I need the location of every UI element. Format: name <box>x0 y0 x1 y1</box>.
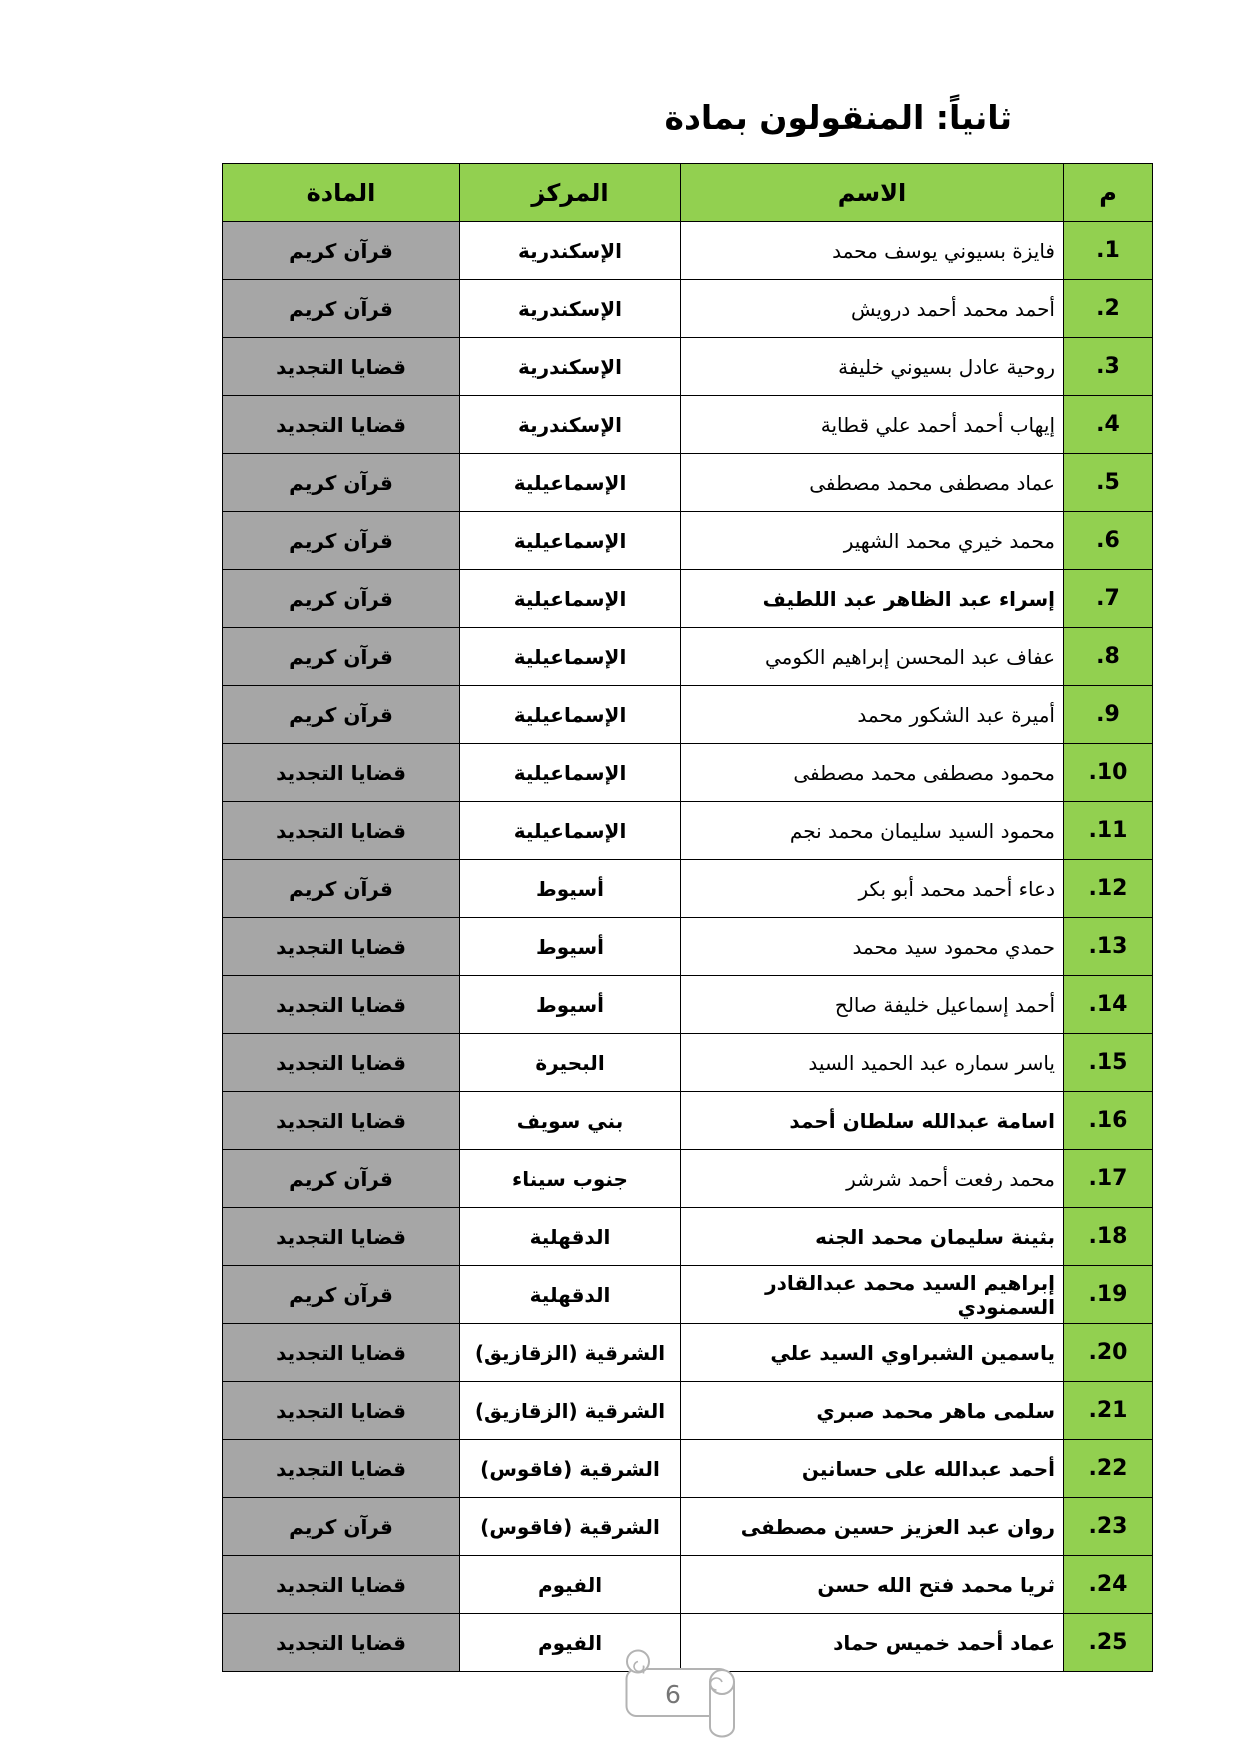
header-center: المركز <box>460 164 681 222</box>
table-row <box>223 1440 1153 1498</box>
table-row <box>223 860 1153 918</box>
table-row <box>223 1092 1153 1150</box>
cell-center: الإسماعيلية <box>460 570 681 628</box>
table-row <box>223 512 1153 570</box>
cell-name: إسراء عبد الظاهر عبد اللطيف <box>681 570 1064 628</box>
cell-name: عماد أحمد خميس حماد <box>681 1614 1064 1672</box>
page-number: 6 <box>665 1680 681 1709</box>
cell-subject: قرآن كريم <box>223 1150 460 1208</box>
table-row <box>223 686 1153 744</box>
cell-subject: قضايا التجديد <box>223 338 460 396</box>
cell-subject: قضايا التجديد <box>223 1382 460 1440</box>
cell-center: الفيوم <box>460 1614 681 1672</box>
cell-subject: قضايا التجديد <box>223 918 460 976</box>
cell-center: الشرقية (الزقازيق) <box>460 1324 681 1382</box>
cell-num: 5. <box>1064 454 1153 512</box>
cell-name: بثينة سليمان محمد الجنه <box>681 1208 1064 1266</box>
cell-subject: قرآن كريم <box>223 628 460 686</box>
table-row <box>223 280 1153 338</box>
cell-subject: قرآن كريم <box>223 280 460 338</box>
table-row <box>223 396 1153 454</box>
cell-subject: قضايا التجديد <box>223 744 460 802</box>
header-name: الاسم <box>681 164 1064 222</box>
cell-center: أسيوط <box>460 918 681 976</box>
cell-center: الإسماعيلية <box>460 454 681 512</box>
table-row <box>223 628 1153 686</box>
cell-num: 24. <box>1064 1556 1153 1614</box>
cell-center: الإسكندرية <box>460 396 681 454</box>
cell-subject: قضايا التجديد <box>223 1092 460 1150</box>
table-row <box>223 1150 1153 1208</box>
cell-center: الشرقية (فاقوس) <box>460 1440 681 1498</box>
cell-num: 17. <box>1064 1150 1153 1208</box>
cell-num: 6. <box>1064 512 1153 570</box>
cell-name: عماد مصطفى محمد مصطفى <box>681 454 1064 512</box>
table-row <box>223 1266 1153 1324</box>
table-row <box>223 976 1153 1034</box>
cell-num: 14. <box>1064 976 1153 1034</box>
cell-subject: قرآن كريم <box>223 1266 460 1324</box>
table-row <box>223 338 1153 396</box>
table-row <box>223 918 1153 976</box>
cell-subject: قضايا التجديد <box>223 1034 460 1092</box>
header-subject: المادة <box>223 164 460 222</box>
table-row <box>223 744 1153 802</box>
cell-num: 23. <box>1064 1498 1153 1556</box>
cell-num: 19. <box>1064 1266 1153 1324</box>
table-row <box>223 222 1153 280</box>
cell-center: جنوب سيناء <box>460 1150 681 1208</box>
cell-center: الإسماعيلية <box>460 802 681 860</box>
cell-name: فايزة بسيوني يوسف محمد <box>681 222 1064 280</box>
table-row <box>223 1034 1153 1092</box>
cell-num: 13. <box>1064 918 1153 976</box>
cell-name: ياسمين الشبراوي السيد علي <box>681 1324 1064 1382</box>
cell-center: الدقهلية <box>460 1266 681 1324</box>
cell-num: 18. <box>1064 1208 1153 1266</box>
table-row <box>223 1498 1153 1556</box>
cell-name: اسامة عبدالله سلطان أحمد <box>681 1092 1064 1150</box>
cell-center: الشرقية (الزقازيق) <box>460 1382 681 1440</box>
transfers-table <box>222 163 1153 1672</box>
cell-name: إبراهيم السيد محمد عبدالقادر السمنودي <box>681 1266 1064 1324</box>
cell-subject: قضايا التجديد <box>223 802 460 860</box>
cell-name: دعاء أحمد محمد أبو بكر <box>681 860 1064 918</box>
cell-name: محمود السيد سليمان محمد نجم <box>681 802 1064 860</box>
cell-name: روان عبد العزيز حسين مصطفى <box>681 1498 1064 1556</box>
cell-subject: قرآن كريم <box>223 512 460 570</box>
cell-subject: قضايا التجديد <box>223 1556 460 1614</box>
cell-name: ياسر سماره عبد الحميد السيد <box>681 1034 1064 1092</box>
page-footer <box>621 1648 745 1746</box>
cell-subject: قرآن كريم <box>223 570 460 628</box>
cell-name: ثريا محمد فتح الله حسن <box>681 1556 1064 1614</box>
table-row <box>223 802 1153 860</box>
cell-name: حمدي محمود سيد محمد <box>681 918 1064 976</box>
cell-name: محمود مصطفى محمد مصطفى <box>681 744 1064 802</box>
cell-num: 10. <box>1064 744 1153 802</box>
cell-center: الإسماعيلية <box>460 686 681 744</box>
cell-subject: قرآن كريم <box>223 686 460 744</box>
table-row <box>223 1208 1153 1266</box>
table-header-row <box>223 164 1153 222</box>
cell-center: الدقهلية <box>460 1208 681 1266</box>
table-row <box>223 1382 1153 1440</box>
cell-name: أحمد عبدالله على حسانين <box>681 1440 1064 1498</box>
cell-center: الإسكندرية <box>460 280 681 338</box>
table-row <box>223 454 1153 512</box>
cell-center: أسيوط <box>460 860 681 918</box>
cell-subject: قضايا التجديد <box>223 1440 460 1498</box>
cell-num: 1. <box>1064 222 1153 280</box>
cell-center: البحيرة <box>460 1034 681 1092</box>
cell-name: سلمى ماهر محمد صبري <box>681 1382 1064 1440</box>
cell-subject: قرآن كريم <box>223 1498 460 1556</box>
cell-center: الإسماعيلية <box>460 744 681 802</box>
cell-subject: قضايا التجديد <box>223 1324 460 1382</box>
header-num: م <box>1064 164 1153 222</box>
cell-center: الشرقية (فاقوس) <box>460 1498 681 1556</box>
cell-center: الإسكندرية <box>460 338 681 396</box>
cell-name: أميرة عبد الشكور محمد <box>681 686 1064 744</box>
cell-name: إيهاب أحمد أحمد علي قطاية <box>681 396 1064 454</box>
cell-subject: قضايا التجديد <box>223 1208 460 1266</box>
scroll-icon <box>621 1648 745 1746</box>
cell-name: محمد رفعت أحمد شرشر <box>681 1150 1064 1208</box>
cell-name: عفاف عبد المحسن إبراهيم الكومي <box>681 628 1064 686</box>
cell-num: 8. <box>1064 628 1153 686</box>
cell-num: 22. <box>1064 1440 1153 1498</box>
cell-num: 21. <box>1064 1382 1153 1440</box>
cell-center: بني سويف <box>460 1092 681 1150</box>
cell-num: 2. <box>1064 280 1153 338</box>
cell-subject: قرآن كريم <box>223 222 460 280</box>
cell-center: الإسماعيلية <box>460 628 681 686</box>
cell-num: 7. <box>1064 570 1153 628</box>
page-title: ثانياً: المنقولون بمادة <box>664 98 1012 137</box>
cell-num: 3. <box>1064 338 1153 396</box>
cell-subject: قضايا التجديد <box>223 1614 460 1672</box>
cell-num: 15. <box>1064 1034 1153 1092</box>
cell-name: محمد خيري محمد الشهير <box>681 512 1064 570</box>
cell-num: 4. <box>1064 396 1153 454</box>
cell-center: أسيوط <box>460 976 681 1034</box>
cell-subject: قضايا التجديد <box>223 976 460 1034</box>
cell-center: الإسكندرية <box>460 222 681 280</box>
cell-name: أحمد محمد أحمد درويش <box>681 280 1064 338</box>
cell-num: 20. <box>1064 1324 1153 1382</box>
table-row <box>223 1556 1153 1614</box>
cell-num: 25. <box>1064 1614 1153 1672</box>
cell-subject: قضايا التجديد <box>223 396 460 454</box>
cell-num: 12. <box>1064 860 1153 918</box>
cell-name: أحمد إسماعيل خليفة صالح <box>681 976 1064 1034</box>
cell-num: 9. <box>1064 686 1153 744</box>
cell-center: الفيوم <box>460 1556 681 1614</box>
cell-subject: قرآن كريم <box>223 860 460 918</box>
table-row <box>223 1324 1153 1382</box>
cell-num: 11. <box>1064 802 1153 860</box>
cell-subject: قرآن كريم <box>223 454 460 512</box>
cell-num: 16. <box>1064 1092 1153 1150</box>
cell-center: الإسماعيلية <box>460 512 681 570</box>
table-row <box>223 570 1153 628</box>
cell-name: روحية عادل بسيوني خليفة <box>681 338 1064 396</box>
